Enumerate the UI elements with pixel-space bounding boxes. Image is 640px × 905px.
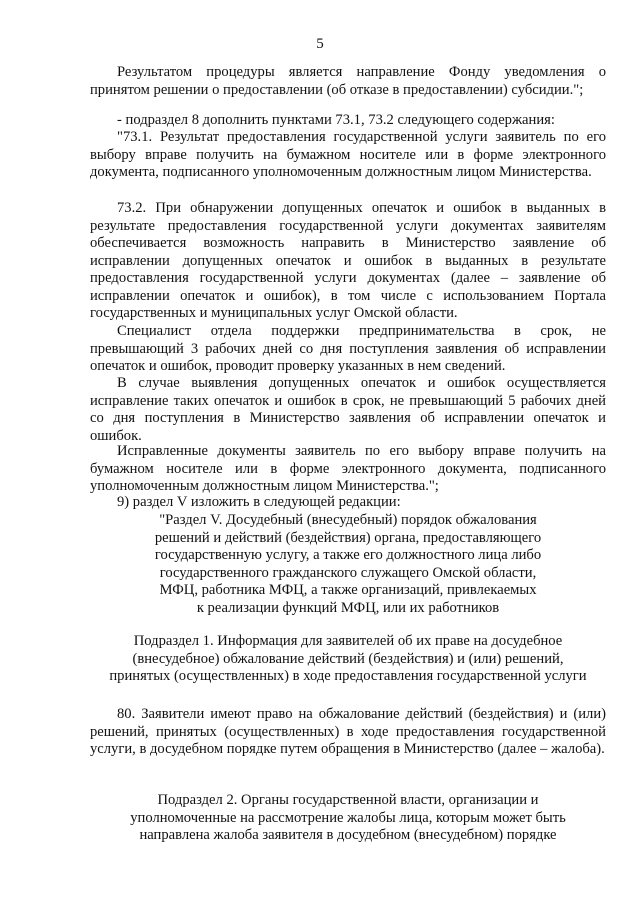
paragraph-text: - подраздел 8 дополнить пунктами 73.1, 73.2 следующего содержания: xyxy=(117,112,555,128)
section-5-title xyxy=(106,512,590,617)
paragraph-text: 9) раздел V изложить в следующей редакции: xyxy=(117,494,401,510)
paragraph-73-1 xyxy=(90,129,606,182)
title-line: решений и действий (бездействия) органа, предоставляющего xyxy=(154,529,542,546)
paragraph-subsection8 xyxy=(90,112,606,130)
paragraph-73-2 xyxy=(90,200,606,323)
paragraph-text: Специалист отдела поддержки предпринимательства в срок, не превышающий 3 рабочих дней со дня поступления заявления об исправлении опечаток и ошибок, проводит проверку указанных в нем сведений. xyxy=(90,323,606,374)
page-number: 5 xyxy=(316,36,324,52)
title-line: "Раздел V. Досудебный (внесудебный) порядок обжалования xyxy=(159,512,537,528)
subsection-1-title xyxy=(96,633,600,686)
title-line: Подраздел 1. Информация для заявителей об их праве на досудебное xyxy=(133,633,563,649)
paragraph-text: Результатом процедуры является направление Фонду уведомления о принятом решении о предоставлении (об отказе в предоставлении) субсидии."; xyxy=(90,64,606,98)
title-line: направлена жалоба заявителя в досудебном (внесудебном) порядке xyxy=(139,827,557,843)
title-line: государственного гражданского служащего Омской области, xyxy=(159,564,537,581)
paragraph-text: Исправленные документы заявитель по его выбору вправе получить на бумажном носителе или в форме электронного документа, подписанного уполномоченным должностным лицом Министерства."; xyxy=(90,443,606,494)
title-line: государственную услугу, а также его должностного лица либо xyxy=(154,547,542,563)
paragraph-fixed-docs xyxy=(90,443,606,496)
paragraph-text: В случае выявления допущенных опечаток и ошибок осуществляется исправление таких опечаток и ошибок в срок, не превышающий 5 рабочих дней со дня поступления в Министерство заявления об исправлении опечаток и ошибок. xyxy=(90,375,606,444)
paragraph-intro xyxy=(90,64,606,99)
title-line: (внесудебное) обжалование действий (бездействия) и (или) решений, xyxy=(132,650,564,667)
paragraph-text: 80. Заявители имеют право на обжалование действий (бездействия) и (или) решений, принятых (осуществленных) в ходе предоставления государственной услуги, в досудебном порядке путем обращения в Министерство (далее – жалоба). xyxy=(90,706,606,757)
paragraph-80 xyxy=(90,706,606,759)
paragraph-specialist xyxy=(90,323,606,376)
paragraph-text: 73.2. При обнаружении допущенных опечаток и ошибок в выданных в результате предоставления государственной услуги документах заявителям обеспечивается возможность направить в Министерство заявление об исправлении допущенных опечаток и ошибок в выданных в результате предоставления государственной услуги документах (далее – заявление об исправлении опечаток и ошибок), в том числе с использованием Портала государственных и муниципальных услуг Омской области. xyxy=(90,200,606,321)
title-line: к реализации функций МФЦ, или их работников xyxy=(196,599,500,616)
paragraph-in-case xyxy=(90,375,606,445)
title-line: уполномоченные на рассмотрение жалобы лица, которым может быть xyxy=(130,809,566,826)
title-line: принятых (осуществленных) в ходе предоставления государственной услуги xyxy=(109,668,587,684)
paragraph-item9 xyxy=(90,494,606,512)
title-line: Подраздел 2. Органы государственной власти, организации и xyxy=(157,792,539,808)
subsection-2-title xyxy=(96,792,600,845)
paragraph-text: "73.1. Результат предоставления государственной услуги заявитель по его выбору вправе получить на бумажном носителе или в форме электронного документа, подписанного уполномоченным должностным лицом Министерства. xyxy=(90,129,606,180)
title-line: МФЦ, работника МФЦ, а также организаций, привлекаемых xyxy=(159,582,537,598)
